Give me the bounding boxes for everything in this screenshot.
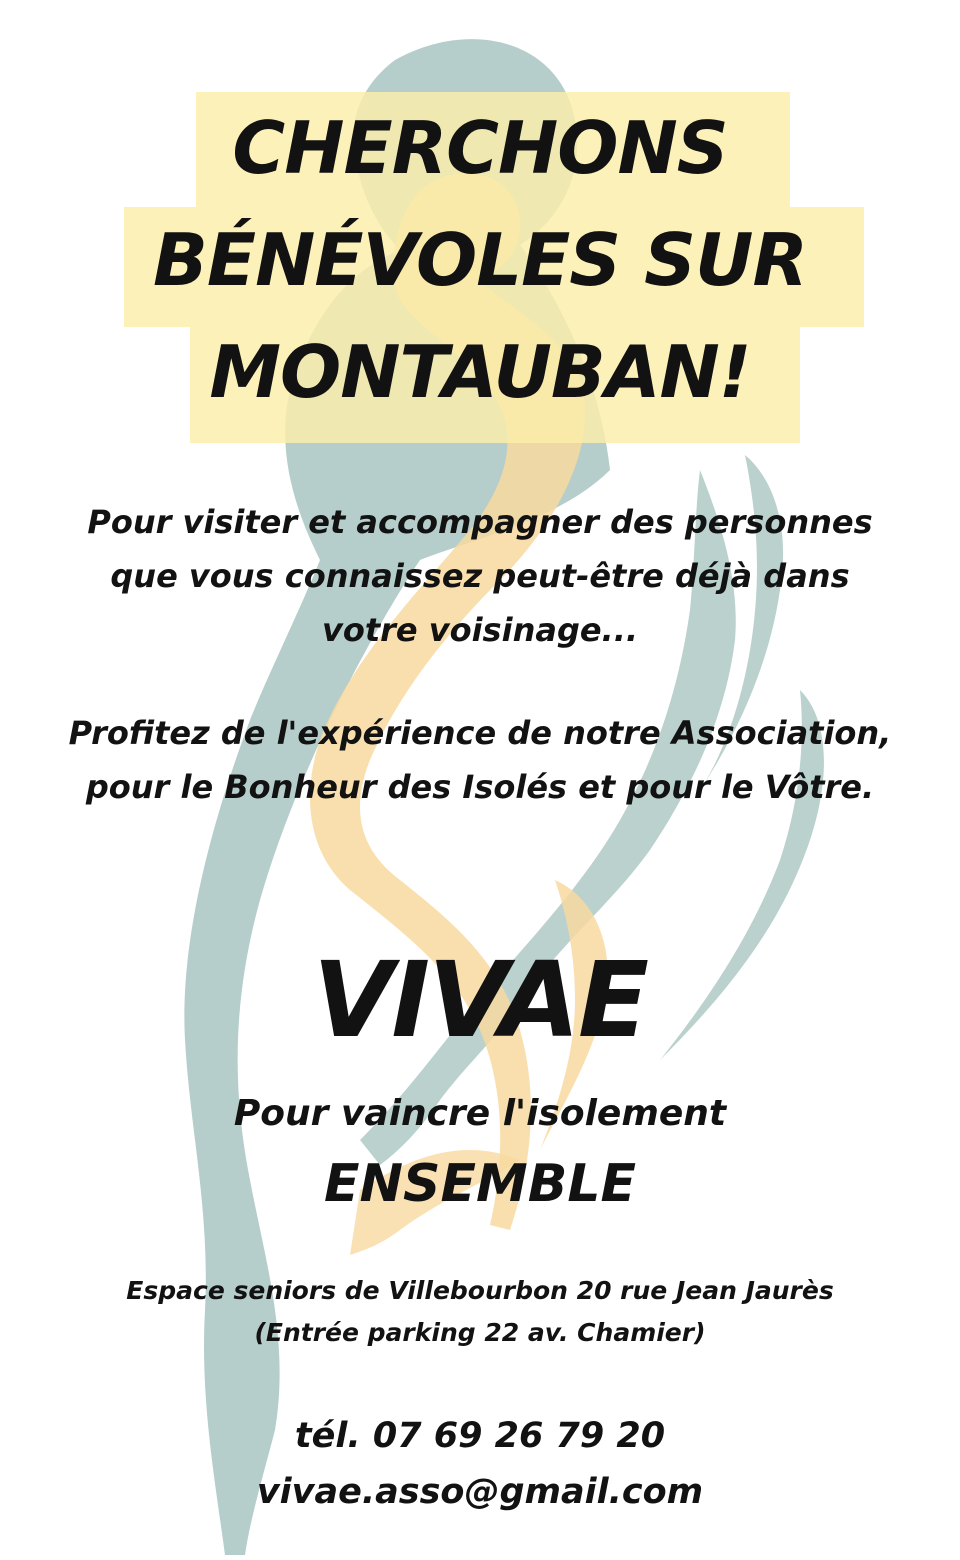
address-block: [0, 1270, 960, 1354]
intro-line-3: votre voisinage...: [321, 611, 639, 649]
intro-paragraph: [0, 495, 960, 657]
address-line-2: (Entrée parking 22 av. Chamier): [254, 1318, 706, 1347]
intro-line-2: que vous connaissez peut-être déjà dans: [110, 557, 850, 595]
headline: [0, 92, 960, 428]
headline-line-3: MONTAUBAN!: [209, 330, 751, 414]
brand-tagline-strong: ENSEMBLE: [323, 1154, 637, 1214]
brand-name: VIVAE: [312, 939, 648, 1061]
phone-number: tél. 07 69 26 79 20: [294, 1416, 666, 1456]
headline-line-1: CHERCHONS: [232, 106, 728, 190]
brand-tagline: Pour vaincre l'isolement: [233, 1093, 727, 1134]
invite-line-2: pour le Bonheur des Isolés et pour le Vôtre.: [85, 768, 875, 806]
invite-line-1: Profitez de l'expérience de notre Association,: [68, 714, 892, 752]
email-address: vivae.asso@gmail.com: [256, 1472, 704, 1512]
address-line-1: Espace seniors de Villebourbon 20 rue Jean Jaurès: [126, 1276, 834, 1305]
contact-block: [0, 1408, 960, 1520]
invite-paragraph: [0, 706, 960, 814]
headline-line-2: BÉNÉVOLES SUR: [153, 218, 807, 302]
intro-line-1: Pour visiter et accompagner des personnes: [87, 503, 873, 541]
